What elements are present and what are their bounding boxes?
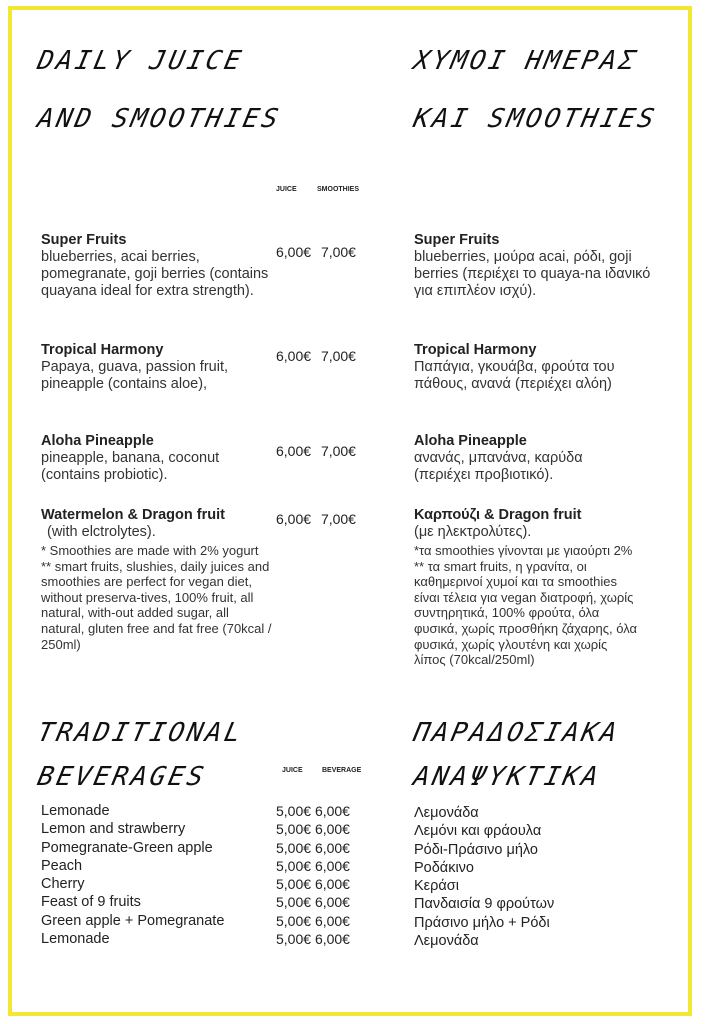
list-item: Feast of 9 fruits xyxy=(41,894,141,911)
menu-item-en xyxy=(41,507,277,541)
menu-item-gr xyxy=(414,342,644,393)
item-description: Papaya, guava, passion fruit, pineapple (contains aloe), xyxy=(41,359,229,392)
item-description: (with elctrolytes). xyxy=(47,524,156,540)
item-name: Watermelon & Dragon fruit xyxy=(41,507,225,523)
juice-price: 6,00€ xyxy=(276,244,312,260)
column-header-juice: JUICE xyxy=(282,767,303,774)
heading-trad-gr-line1: ΠΑΡΑΔΟΣΙΑΚΑ xyxy=(410,718,623,748)
price-row xyxy=(276,802,350,820)
item-description: ανανάς, μπανάνα, καρύδα (περιέχει προβιοτικό). xyxy=(414,450,583,483)
juice-price: 5,00€ xyxy=(276,821,312,838)
beverage-price: 6,00€ xyxy=(314,839,350,856)
list-item: Λεμονάδα xyxy=(414,805,479,821)
juice-price: 6,00€ xyxy=(276,511,312,527)
juice-price: 5,00€ xyxy=(276,857,312,874)
list-item: Λεμονάδα xyxy=(414,933,479,950)
heading-trad-en-line1: TRADITIONAL xyxy=(34,718,247,748)
menu-item-gr xyxy=(414,232,660,300)
beverage-price: 6,00€ xyxy=(314,894,350,911)
heading-daily-en-line2: AND SMOOTHIES xyxy=(34,104,284,134)
juice-price: 5,00€ xyxy=(276,912,312,929)
list-item: Λεμόνι και φράουλα xyxy=(414,823,542,840)
item-name: Tropical Harmony xyxy=(41,342,164,358)
price-row xyxy=(276,930,350,948)
item-name: Aloha Pineapple xyxy=(41,433,154,449)
list-item: Ροδάκινο xyxy=(414,859,474,876)
beverage-prices xyxy=(276,802,350,948)
item-description: Παπάγια, γκουάβα, φρούτα του πάθους, ανανά (περιέχει αλόη) xyxy=(414,359,615,392)
item-name: Aloha Pineapple xyxy=(414,433,527,449)
beverage-price: 6,00€ xyxy=(314,912,350,929)
item-name: Καρπούζι & Dragon fruit xyxy=(414,507,582,523)
price-row xyxy=(276,857,350,875)
juice-price: 6,00€ xyxy=(276,348,312,364)
list-item: Green apple + Pomegranate xyxy=(41,912,225,929)
heading-trad-gr-line2: ΑΝΑΨΥΚΤΙΚΑ xyxy=(410,762,604,792)
list-item: Πανδαισία 9 φρούτων xyxy=(414,896,555,913)
item-prices xyxy=(276,443,356,459)
item-description: blueberries, acai berries, pomegranate, goji berries (contains quayana ideal for extra strength). xyxy=(41,249,269,299)
list-item: Peach xyxy=(41,857,83,874)
beverage-price: 6,00€ xyxy=(314,857,350,874)
juice-price: 5,00€ xyxy=(276,894,312,911)
menu-item-en xyxy=(41,342,281,393)
beverage-list-en xyxy=(41,802,224,948)
juice-price: 5,00€ xyxy=(276,876,312,893)
menu-item-en xyxy=(41,433,281,484)
column-header-juice: JUICE xyxy=(276,186,297,193)
list-item: Lemonade xyxy=(41,803,110,819)
item-description: pineapple, banana, coconut (contains probiotic). xyxy=(41,450,220,483)
item-prices xyxy=(276,244,356,260)
item-name: Super Fruits xyxy=(41,232,127,248)
item-description: (με ηλεκτρολύτες). xyxy=(414,524,532,540)
list-item: Κεράσι xyxy=(414,878,459,895)
price-row xyxy=(276,839,350,857)
column-header-beverage: BEVERAGE xyxy=(322,767,362,774)
beverage-price: 6,00€ xyxy=(314,876,350,893)
smoothie-price: 7,00€ xyxy=(320,511,356,527)
heading-daily-en-line1: DAILY JUICE xyxy=(34,46,247,76)
smoothie-price: 7,00€ xyxy=(320,244,356,260)
price-row xyxy=(276,875,350,893)
heading-daily-gr-line2: ΚΑΙ SMOOTHIES xyxy=(410,104,660,134)
item-prices xyxy=(276,511,356,527)
menu-item-gr xyxy=(414,507,664,541)
price-row xyxy=(276,820,350,838)
beverage-price: 6,00€ xyxy=(314,821,350,838)
item-prices xyxy=(276,348,356,364)
list-item: Lemon and strawberry xyxy=(41,821,186,838)
menu-item-en xyxy=(41,232,281,300)
juice-price: 6,00€ xyxy=(276,443,312,459)
column-header-smoothies: SMOOTHIES xyxy=(317,186,360,193)
list-item: Pomegranate-Green apple xyxy=(41,839,213,856)
smoothie-price: 7,00€ xyxy=(320,443,356,459)
footnote-gr: *τα smoothies γίνονται με γιαούρτι 2% ** τα smart fruits, η γρανίτα, οι καθημερινοί χυμοί και τα smoothies είναι τέλεια για vegan διατροφή, χωρίς συντηρητικά, 100% φρούτα, όλα φυσικά, χωρίς προσθήκη ζάχαρης, όλα φυσικά, χωρίς γλουτένη και χωρίς λίπος (70kcal/250ml) xyxy=(414,543,638,668)
list-item: Πράσινο μήλο + Ρόδι xyxy=(414,914,550,931)
footnote-en: * Smoothies are made with 2% yogurt ** smart fruits, slushies, daily juices and smoothies are perfect for vegan diet, without preserva-tives, 100% fruit, all natural, with-out added sugar, all natural, gluten free and fat free (70kcal / 250ml) xyxy=(41,543,272,652)
beverage-price: 6,00€ xyxy=(314,931,350,948)
item-name: Tropical Harmony xyxy=(414,342,537,358)
beverage-list-gr xyxy=(414,804,554,950)
menu-item-gr xyxy=(414,433,634,484)
juice-price: 5,00€ xyxy=(276,803,312,819)
smoothie-price: 7,00€ xyxy=(320,348,356,364)
heading-daily-gr-line1: ΧΥΜΟΙ ΗΜΕΡΑΣ xyxy=(410,46,642,76)
beverage-price: 6,00€ xyxy=(314,803,350,819)
juice-price: 5,00€ xyxy=(276,931,312,948)
list-item: Lemonade xyxy=(41,931,110,948)
heading-trad-en-line2: BEVERAGES xyxy=(34,762,210,792)
price-row xyxy=(276,912,350,930)
juice-price: 5,00€ xyxy=(276,839,312,856)
item-name: Super Fruits xyxy=(414,232,500,248)
list-item: Ρόδι-Πράσινο μήλο xyxy=(414,841,538,858)
item-description: blueberries, μούρα acai, ρόδι, goji berries (περιέχει το quaya-na ιδανικό για επιπλέον ισχύ). xyxy=(414,249,651,299)
list-item: Cherry xyxy=(41,876,85,893)
price-row xyxy=(276,893,350,911)
